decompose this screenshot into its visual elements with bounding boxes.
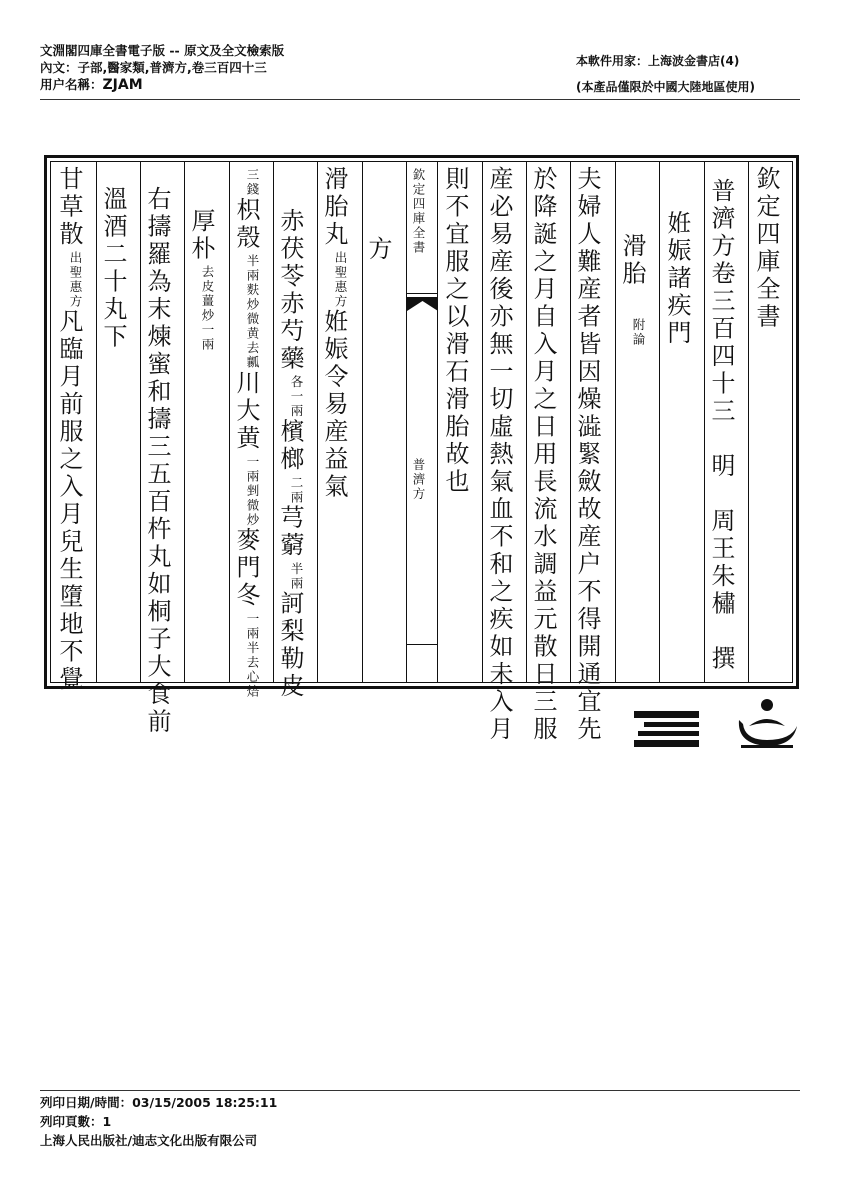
column-divider — [406, 161, 407, 683]
ingredient-note: 半兩麩炒微黄去瓤 — [245, 254, 260, 370]
ingredient-name: 赤芍藥 — [276, 290, 304, 373]
text-column: 於降誕之月自入月之日用長流水調益元散日三服 — [529, 166, 557, 744]
ingredient-note: 一兩半去心焙 — [245, 611, 260, 699]
page-frame — [44, 155, 799, 744]
ingredient-name: 厚朴 — [187, 208, 215, 263]
licensee-text: 本軟件用家：上海波金書店(4) — [576, 54, 740, 68]
ingredient-name: 檳榔 — [276, 418, 304, 474]
column-divider — [362, 161, 363, 683]
text-column: 右擣羅為末煉蜜和擣三五百杵丸如桐子大食前 — [143, 186, 171, 736]
recipe-name: 滑胎丸 — [320, 166, 348, 249]
header-right — [576, 48, 755, 100]
book-title-column: 欽定四庫全書 — [752, 166, 780, 331]
recipe-column — [321, 166, 347, 501]
ingredient-note: 三錢 — [245, 168, 260, 197]
ingredient-column — [233, 166, 259, 699]
column-divider — [704, 161, 705, 683]
ingredient-name: 麥門冬 — [232, 527, 260, 610]
user-label: 用户名稱： — [40, 77, 103, 92]
banner-book-name: 普濟方 — [411, 458, 426, 502]
ingredient-note: 二兩 — [289, 475, 304, 505]
column-divider — [229, 161, 230, 683]
subsection-note: 附論 — [631, 318, 646, 347]
column-divider — [437, 161, 438, 683]
user-name: ZJAM — [102, 77, 143, 93]
column-divider — [526, 161, 527, 683]
ingredient-note: 各一兩 — [289, 375, 304, 419]
column-divider — [659, 161, 660, 683]
chapter-title-column: 普濟方卷三百四十三 明 周王朱橚 撰 — [707, 178, 735, 673]
column-divider — [273, 161, 274, 683]
text-column: 夫婦人難産者皆因燥澁緊斂故産户不得開通宜先 — [573, 166, 601, 744]
ingredient-column — [277, 208, 303, 701]
ingredient-note: 一兩剉微炒 — [245, 454, 260, 527]
column-divider — [184, 161, 185, 683]
subsection-title: 滑胎 — [618, 233, 646, 288]
text-column: 則不宜服之以滑石滑胎故也 — [441, 166, 469, 496]
footer-datetime: 列印日期/時間：03/15/2005 18:25:11 — [40, 1095, 278, 1110]
column-divider — [570, 161, 571, 683]
banner-rule — [406, 293, 438, 294]
column-divider — [748, 161, 749, 683]
column-divider — [140, 161, 141, 683]
ingredient-name: 枳殼 — [232, 197, 260, 252]
ingredient-note: 半兩 — [289, 561, 304, 591]
column-divider — [317, 161, 318, 683]
column-divider — [96, 161, 97, 683]
header-title: 文淵閣四庫全書電子版 -- 原文及全文檢索版 — [40, 43, 285, 58]
footer-rule — [40, 1090, 800, 1091]
ingredient-column — [188, 208, 214, 352]
banner-rule — [406, 644, 438, 645]
fish-tail-mark — [407, 297, 438, 311]
header-user — [40, 76, 284, 94]
publisher-logo-bars — [634, 711, 699, 747]
header-content-path: 內文：子部,醫家類,普濟方,卷三百四十三 — [40, 60, 267, 75]
ingredient-name: 川大黄 — [232, 370, 260, 453]
banner-book-title: 欽定四庫全書 — [411, 168, 426, 255]
footer-pages: 列印頁數：1 — [40, 1114, 112, 1129]
column-divider — [615, 161, 616, 683]
recipe-source-note: 出聖惠方 — [68, 250, 83, 309]
footer-publisher: 上海人民出版社/迪志文化出版有限公司 — [40, 1133, 258, 1148]
subsection-column — [619, 233, 645, 347]
recipe-usage: 凡臨月前服之入月兒生墮地不覺 — [55, 308, 83, 694]
publisher-logo-mark — [733, 696, 801, 750]
ingredient-name: 赤茯苓 — [276, 208, 304, 291]
ingredient-name: 訶梨勒皮 — [276, 590, 304, 701]
text-column: 産必易産後亦無一切虛熱氣血不和之疾如未入月 — [485, 166, 513, 744]
restriction-text: (本產品僅限於中國大陸地區使用) — [576, 80, 755, 94]
recipe-column — [56, 166, 82, 694]
ingredient-note: 去皮薑炒一兩 — [200, 265, 215, 352]
section-title-column: 姙娠諸疾門 — [663, 210, 691, 348]
recipe-name: 甘草散 — [55, 166, 83, 249]
text-column: 溫酒二十丸下 — [99, 186, 127, 351]
column-divider — [482, 161, 483, 683]
header-rule — [40, 99, 800, 100]
text-column: 方 — [364, 236, 392, 264]
header-left — [40, 42, 284, 94]
ingredient-name: 芎藭 — [276, 504, 304, 560]
recipe-effect: 姙娠令易産益氣 — [320, 308, 348, 501]
recipe-source-note: 出聖惠方 — [333, 250, 348, 309]
